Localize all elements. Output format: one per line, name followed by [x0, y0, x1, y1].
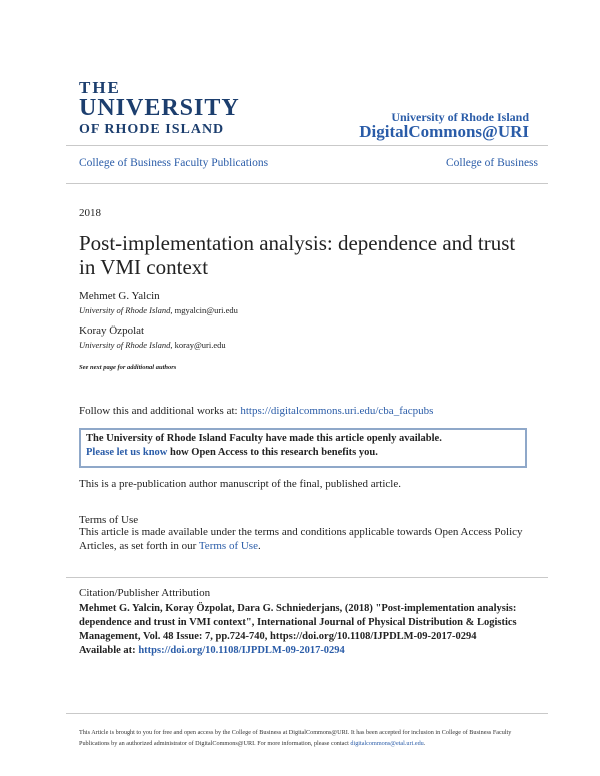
university-logo-sub: OF RHODE ISLAND: [79, 122, 225, 137]
contact-email-link[interactable]: digitalcommons@etal.uri.edu: [350, 740, 424, 747]
open-access-statement: The University of Rhode Island Faculty have made this article openly available.: [86, 433, 442, 444]
author-affiliation: University of Rhode Island, mgyalcin@uri.edu: [79, 305, 238, 315]
collection-link[interactable]: College of Business Faculty Publications: [79, 157, 269, 169]
divider: [66, 577, 548, 578]
university-logo-the: THE: [79, 78, 121, 97]
repository-institution[interactable]: University of Rhode Island: [391, 110, 529, 124]
citation-body: Mehmet G. Yalcin, Koray Özpolat, Dara G. Schniederjans, (2018) "Post-implementation analysis: dependence and trust in VMI context", International Journal of Physical Distribution & Logistics Management, Vol. 48 Issue: 7, pp.724-740, https://doi.org/10.1108/IJPDLM-09-2017-0294 Available at: https://doi.org/10.1108/IJPDLM-09-2017-0294: [79, 603, 517, 656]
open-access-box: [79, 428, 527, 468]
article-title: Post-implementation analysis: dependence and trust in VMI context: [79, 231, 516, 279]
author-name: Mehmet G. Yalcin: [79, 290, 160, 302]
terms-of-use-link[interactable]: Terms of Use: [198, 540, 258, 552]
open-access-feedback: Please let us know how Open Access to this research benefits you.: [86, 447, 378, 458]
doi-link[interactable]: https://doi.org/10.1108/IJPDLM-09-2017-0294: [138, 645, 345, 656]
terms-body: This article is made available under the terms and conditions applicable towards Open Access Policy Articles, as set forth in our Terms of Use.: [79, 526, 523, 552]
college-link[interactable]: College of Business: [446, 157, 538, 169]
repository-name[interactable]: DigitalCommons@URI: [359, 122, 529, 141]
collection-url-link[interactable]: https://digitalcommons.uri.edu/cba_facpubs: [240, 405, 434, 417]
feedback-link[interactable]: Please let us know: [86, 447, 168, 458]
author-affiliation: University of Rhode Island, koray@uri.edu: [79, 340, 226, 350]
terms-heading: Terms of Use: [79, 514, 139, 526]
divider: [66, 183, 548, 184]
preprint-note: This is a pre-publication author manuscript of the final, published article.: [79, 478, 401, 490]
divider: [66, 145, 548, 146]
divider: [66, 713, 548, 714]
see-next-note: See next page for additional authors: [79, 364, 177, 371]
citation-heading: Citation/Publisher Attribution: [79, 587, 211, 599]
publication-year: 2018: [79, 207, 101, 219]
university-logo-name: UNIVERSITY: [79, 95, 240, 121]
follow-line: Follow this and additional works at: https://digitalcommons.uri.edu/cba_facpubs: [79, 405, 434, 417]
footer-note: This Article is brought to you for free and open access by the College of Business at DigitalCommons@URI. It has been accepted for inclusion in College of Business Faculty Publications by an authorized administrator of DigitalCommons@URI. For more information, please contact digitalcommons@etal.uri.edu.: [79, 729, 512, 747]
author-name: Koray Özpolat: [79, 325, 145, 337]
